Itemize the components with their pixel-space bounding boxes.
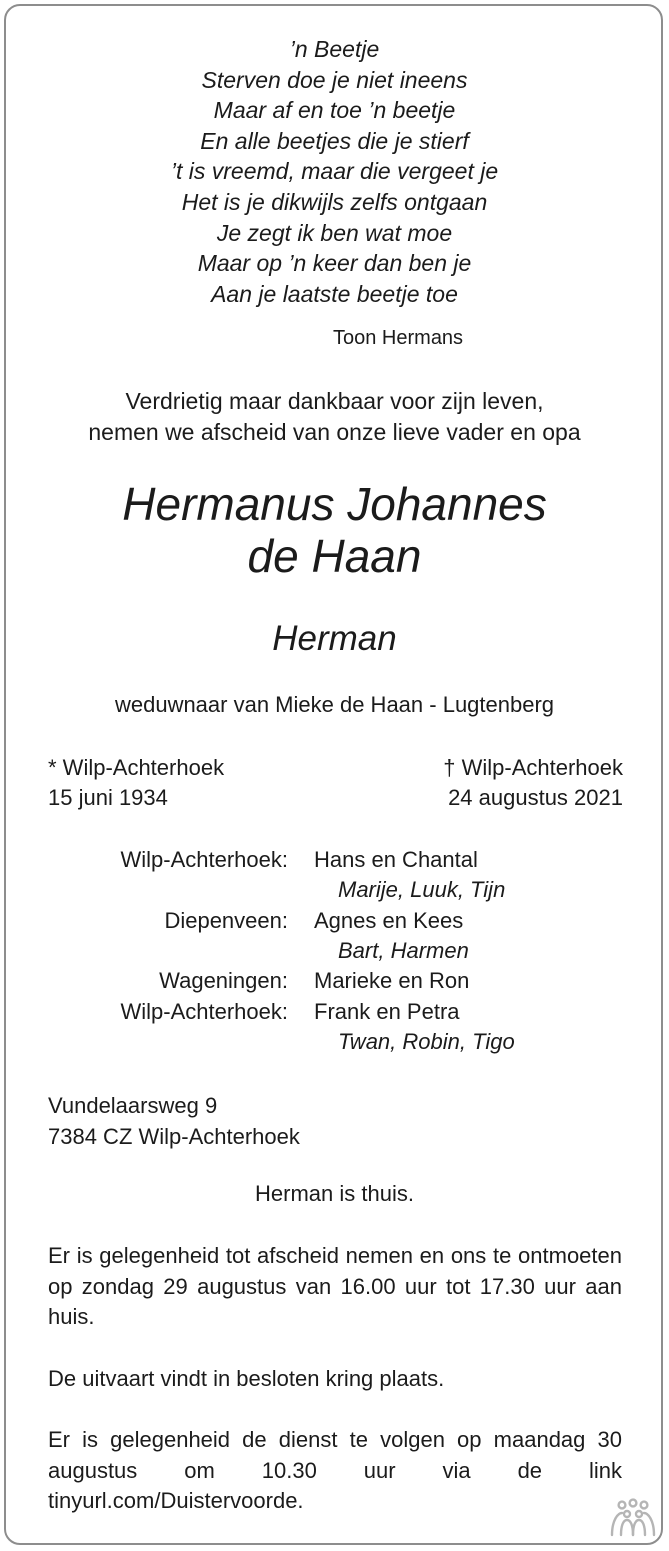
address xyxy=(48,1091,300,1152)
family-members: Hans en Chantal xyxy=(314,847,478,872)
poem-line: Sterven doe je niet ineens xyxy=(201,66,468,93)
family-members: Frank en Petra xyxy=(314,999,460,1024)
name-line-1: Hermanus Johannes xyxy=(122,478,547,530)
birth-info xyxy=(48,753,224,813)
deceased-name xyxy=(0,478,669,582)
family-members: Marieke en Ron xyxy=(314,968,470,993)
funeral-note: De uitvaart vindt in besloten kring plaats. xyxy=(48,1366,445,1391)
family-place: Wilp-Achterhoek: xyxy=(120,999,288,1024)
people-group-icon xyxy=(609,1498,657,1538)
deceased-nickname: Herman xyxy=(272,619,397,658)
death-place: † Wilp-Achterhoek xyxy=(443,755,623,780)
family-grandchildren: Twan, Robin, Tigo xyxy=(338,1029,515,1054)
poem-line: En alle beetjes die je stierf xyxy=(200,127,469,154)
intro-line-2: nemen we afscheid van onze lieve vader en opa xyxy=(88,419,581,445)
home-note: Herman is thuis. xyxy=(255,1181,414,1206)
visit-note: Er is gelegenheid tot afscheid nemen en ons te ontmoeten op zondag 29 augustus van 16.00 uur tot 17.30 uur aan huis. xyxy=(48,1243,622,1329)
family-grandchildren: Marije, Luuk, Tijn xyxy=(338,877,506,902)
intro-line-1: Verdrietig maar dankbaar voor zijn leven, xyxy=(125,388,544,414)
address-street: Vundelaarsweg 9 xyxy=(48,1093,218,1118)
name-line-2: de Haan xyxy=(247,530,422,582)
poem-line: Maar af en toe ’n beetje xyxy=(213,97,456,124)
poem-author: Toon Hermans xyxy=(333,327,464,349)
poem xyxy=(0,34,669,309)
poem-line: Maar op ’n keer dan ben je xyxy=(197,250,472,277)
widower-line: weduwnaar van Mieke de Haan - Lugtenberg xyxy=(114,692,555,717)
birth-place: * Wilp-Achterhoek xyxy=(48,755,225,780)
address-city: 7384 CZ Wilp-Achterhoek xyxy=(48,1123,300,1149)
family-grandchildren: Bart, Harmen xyxy=(338,938,469,963)
birth-date: 15 juni 1934 xyxy=(48,785,168,810)
stream-note: Er is gelegenheid de dienst te volgen op maandag 30 augustus om 10.30 uur via de link tinyurl.com/Duistervoorde. xyxy=(48,1427,622,1513)
intro-text xyxy=(0,386,669,448)
poem-line: Je zegt ik ben wat moe xyxy=(216,219,453,246)
poem-title: ’n Beetje xyxy=(289,36,380,62)
poem-line: Het is je dikwijls zelfs ontgaan xyxy=(181,188,488,215)
family-members: Agnes en Kees xyxy=(314,908,464,933)
family-place: Wageningen: xyxy=(159,968,288,993)
death-date: 24 augustus 2021 xyxy=(448,785,623,810)
poem-line: Aan je laatste beetje toe xyxy=(211,280,458,307)
poem-line: ’t is vreemd, maar die vergeet je xyxy=(170,158,499,185)
family-place: Diepenveen: xyxy=(164,908,288,933)
family-place: Wilp-Achterhoek: xyxy=(120,847,288,872)
death-info xyxy=(443,753,623,813)
